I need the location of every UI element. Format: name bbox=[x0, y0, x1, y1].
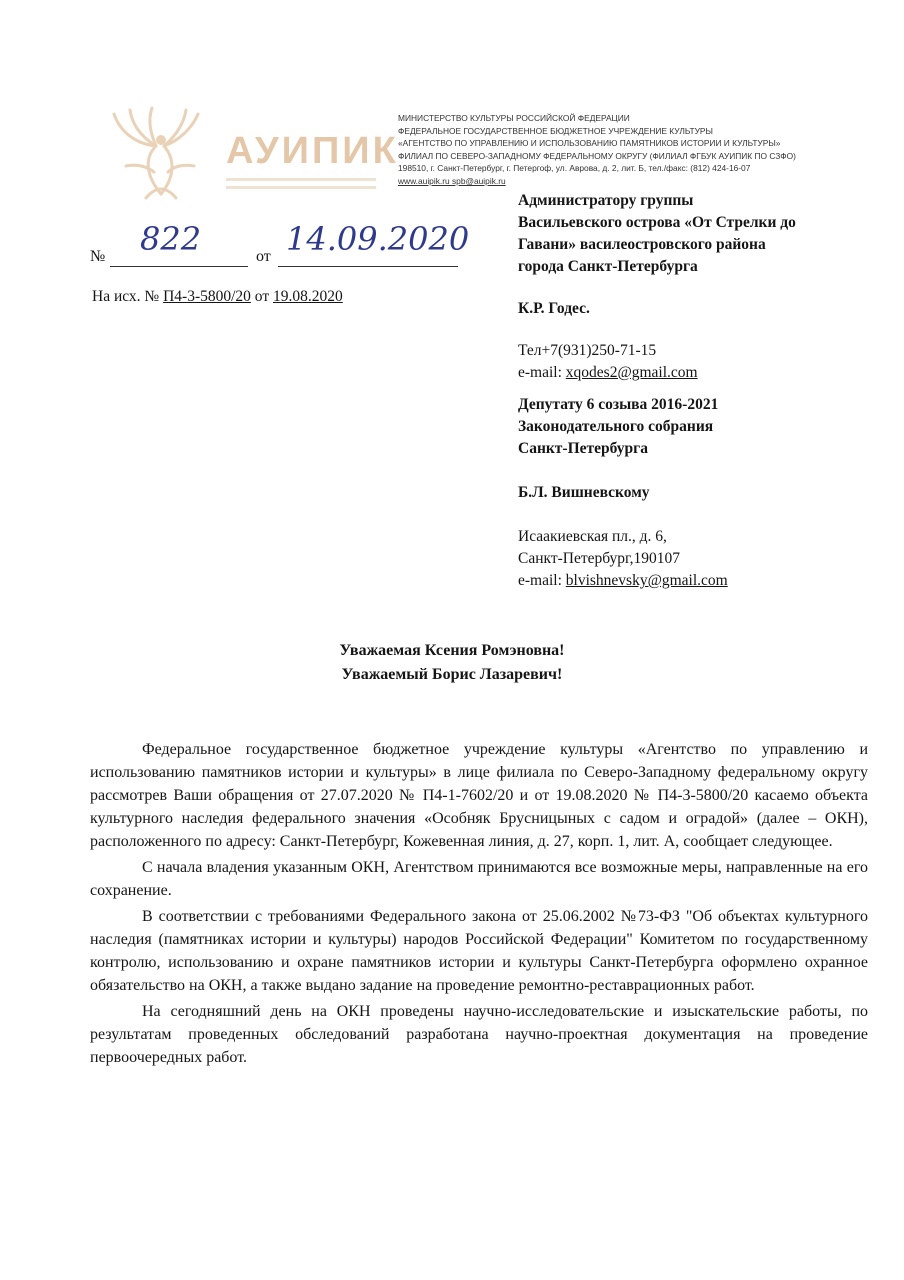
letter-body bbox=[90, 738, 868, 1072]
recipient2-address-line: Санкт-Петербург,190107 bbox=[518, 550, 681, 567]
recipient1-phone: Тел+7(931)250-71-15 bbox=[518, 342, 657, 359]
recipient2-title-line: Депутату 6 созыва 2016-2021 bbox=[518, 396, 719, 413]
body-paragraph: На сегодняшний день на ОКН проведены научно-исследовательские и изыскательские работы, по результатам проведенных обследований разработана научно-проектная документация на проведение первоочередных работ. bbox=[90, 1003, 868, 1066]
recipient1-title-line: Администратору группы bbox=[518, 192, 694, 209]
reference-prefix: На исх. № bbox=[92, 288, 160, 305]
date-underline bbox=[278, 266, 458, 267]
letterhead-organization bbox=[398, 112, 798, 188]
greeting-line: Уважаемая Ксения Ромэновна! bbox=[339, 642, 565, 659]
recipient1-title-line: Гавани» василеостровского района bbox=[518, 236, 766, 253]
recipient1-email-row bbox=[518, 362, 858, 384]
recipient1-email-link[interactable]: xqodes2@gmail.com bbox=[565, 364, 698, 381]
recipient2-address-line: Исаакиевская пл., д. 6, bbox=[518, 528, 667, 545]
body-paragraph: Федеральное государственное бюджетное учреждение культуры «Агентство по управлению и использованию памятников истории и культуры» в лице филиала по Северо-Западному федеральному округу рассмотрев Ваши обращения от 27.07.2020 № П4-1-7602/20 и от 19.08.2020 № П4-3-5800/20 касаемо объекта культурного наследия федерального значения «Особняк Брусницыных с садом и оградой» (далее – ОКН), расположенного по адресу: Санкт-Петербург, Кожевенная линия, д. 27, корп. 1, лит. А, сообщает следующее. bbox=[90, 741, 868, 850]
registration-line bbox=[90, 218, 470, 274]
recipient2-name: Б.Л. Вишневскому bbox=[518, 484, 650, 501]
letterhead-logo bbox=[106, 106, 399, 206]
reference-date: 19.08.2020 bbox=[273, 288, 343, 305]
org-contacts: www.auipik.ru spb@auipik.ru bbox=[398, 175, 506, 186]
recipient1-title-line: города Санкт-Петербурга bbox=[518, 258, 698, 275]
recipient1-name: К.Р. Годес. bbox=[518, 300, 590, 317]
phoenix-logo-icon bbox=[106, 106, 216, 206]
recipient2-email-label: e-mail: bbox=[518, 572, 566, 589]
body-paragraph: С начала владения указанным ОКН, Агентством принимаются все возможные меры, направленные на его сохранение. bbox=[90, 859, 868, 899]
handwritten-number: 822 bbox=[140, 220, 202, 258]
recipient1-title-line: Васильевского острова «От Стрелки до bbox=[518, 214, 796, 231]
recipient2-title-line: Законодательного собрания bbox=[518, 418, 714, 435]
recipient1-email-label: e-mail: bbox=[518, 364, 566, 381]
org-address: 198510, г. Санкт-Петербург, г. Петергоф, ул. Аврова, д. 2, лит. Б, тел./факс: (812) 424-16-07 bbox=[398, 163, 751, 174]
number-label: № bbox=[90, 248, 106, 265]
recipient2-title-line: Санкт-Петербурга bbox=[518, 440, 648, 457]
reference-from: от bbox=[254, 288, 270, 305]
recipient2-email-link[interactable]: blvishnevsky@gmail.com bbox=[565, 572, 728, 589]
recipient-administrator bbox=[518, 190, 858, 384]
org-line-institution: ФЕДЕРАЛЬНОЕ ГОСУДАРСТВЕННОЕ БЮДЖЕТНОЕ УЧРЕЖДЕНИЕ КУЛЬТУРЫ bbox=[398, 125, 713, 136]
recipient-deputy bbox=[518, 394, 858, 592]
brand-subtitle-lines bbox=[226, 178, 376, 194]
reference-line bbox=[92, 288, 343, 306]
recipient2-email-row bbox=[518, 570, 858, 592]
body-paragraph: В соответствии с требованиями Федерального закона от 25.06.2002 №73-ФЗ "Об объектах культурного наследия (памятниках истории и культуры) народов Российской Федерации" Комитетом по государственному контролю, использованию и охране памятников истории и культуры Санкт-Петербурга оформлено охранное обязательство на ОКН, а также выдано задание на проведение ремонтно-реставрационных работ. bbox=[90, 908, 868, 994]
handwritten-date: 14.09.2020 bbox=[286, 220, 470, 258]
org-line-agency: «АГЕНТСТВО ПО УПРАВЛЕНИЮ И ИСПОЛЬЗОВАНИЮ ПАМЯТНИКОВ ИСТОРИИ И КУЛЬТУРЫ» bbox=[398, 138, 781, 149]
org-line-branch: ФИЛИАЛ ПО СЕВЕРО-ЗАПАДНОМУ ФЕДЕРАЛЬНОМУ ОКРУГУ (ФИЛИАЛ ФГБУК АУИПИК ПО СЗФО) bbox=[398, 150, 796, 161]
greeting-line: Уважаемый Борис Лазаревич! bbox=[341, 666, 563, 683]
reference-number: П4-3-5800/20 bbox=[163, 288, 251, 305]
brand-name: АУИПИК bbox=[226, 130, 399, 172]
org-line-ministry: МИНИСТЕРСТВО КУЛЬТУРЫ РОССИЙСКОЙ ФЕДЕРАЦИИ bbox=[398, 113, 630, 123]
number-underline bbox=[110, 266, 248, 267]
date-label: от bbox=[256, 248, 271, 265]
